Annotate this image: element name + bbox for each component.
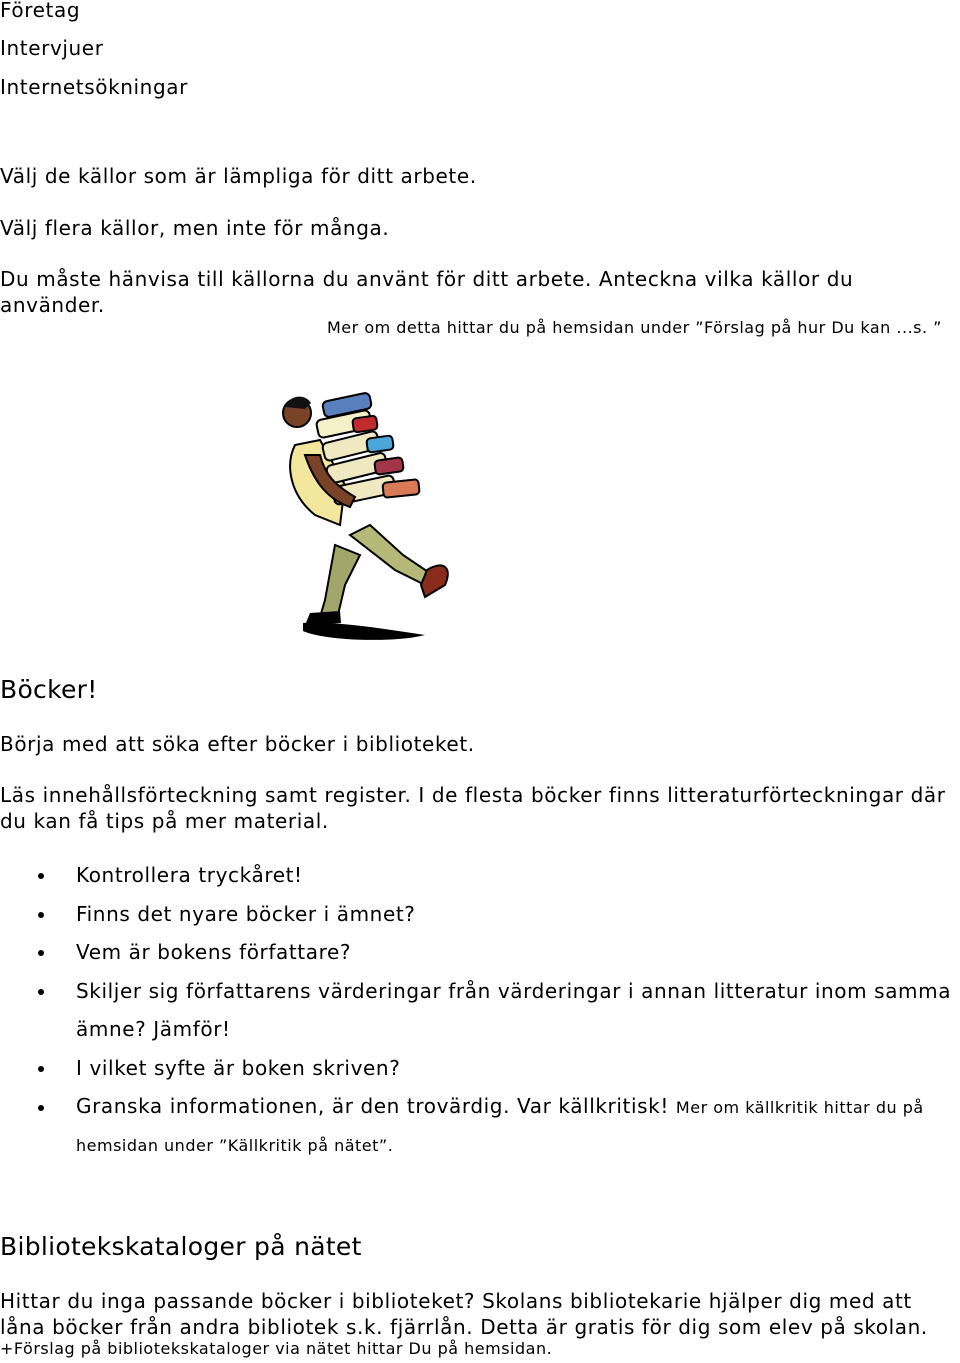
books-checklist [0, 856, 960, 1164]
bullet-main-text: Granska informationen, är den trovärdig. Var källkritisk! [76, 1093, 669, 1118]
books-paragraph-2: Läs innehållsförteckning samt register. I de flesta böcker finns litteraturförteckningar där du kan få tips på mer material. [0, 783, 946, 833]
catalogs-paragraph: Hittar du inga passande böcker i biblioteket? Skolans bibliotekarie hjälper dig med att låna böcker från andra bibliotek s.k. fjärrlån. Detta är gratis för dig som elev på skolan. [0, 1289, 928, 1339]
catalogs-heading: Bibliotekskataloger på nätet [0, 1232, 362, 1261]
list-item: I vilket syfte är boken skriven? [0, 1049, 960, 1088]
list-item [0, 1088, 960, 1164]
intro-note: Mer om detta hittar du på hemsidan under ”Förslag på hur Du kan ...s. ” [327, 318, 942, 337]
catalogs-note: +Förslag på bibliotekskataloger via nätet hittar Du på hemsidan. [0, 1339, 553, 1358]
list-item: Skiljer sig författarens värderingar från värderingar i annan litteratur inom samma ämne? Jämför! [0, 972, 960, 1049]
list-item: Internetsökningar [0, 75, 188, 99]
list-item: Finns det nyare böcker i ämnet? [0, 895, 960, 934]
bullet-note-text: Mer om källkritik hittar du på hemsidan under ”Källkritik på nätet”. [76, 1097, 924, 1155]
list-item: Intervjuer [0, 36, 104, 60]
list-item: Företag [0, 0, 81, 22]
list-item: Kontrollera tryckåret! [0, 856, 960, 895]
list-item: Vem är bokens författare? [0, 933, 960, 972]
man-carrying-books-illustration [275, 385, 465, 645]
intro-line-3: Du måste hänvisa till källorna du använt för ditt arbete. Anteckna vilka källor du använder. [0, 267, 854, 317]
intro-line-1: Välj de källor som är lämpliga för ditt arbete. [0, 164, 477, 188]
books-paragraph-1: Börja med att söka efter böcker i biblioteket. [0, 732, 475, 756]
books-heading: Böcker! [0, 675, 98, 704]
intro-line-2: Välj flera källor, men inte för många. [0, 216, 390, 240]
